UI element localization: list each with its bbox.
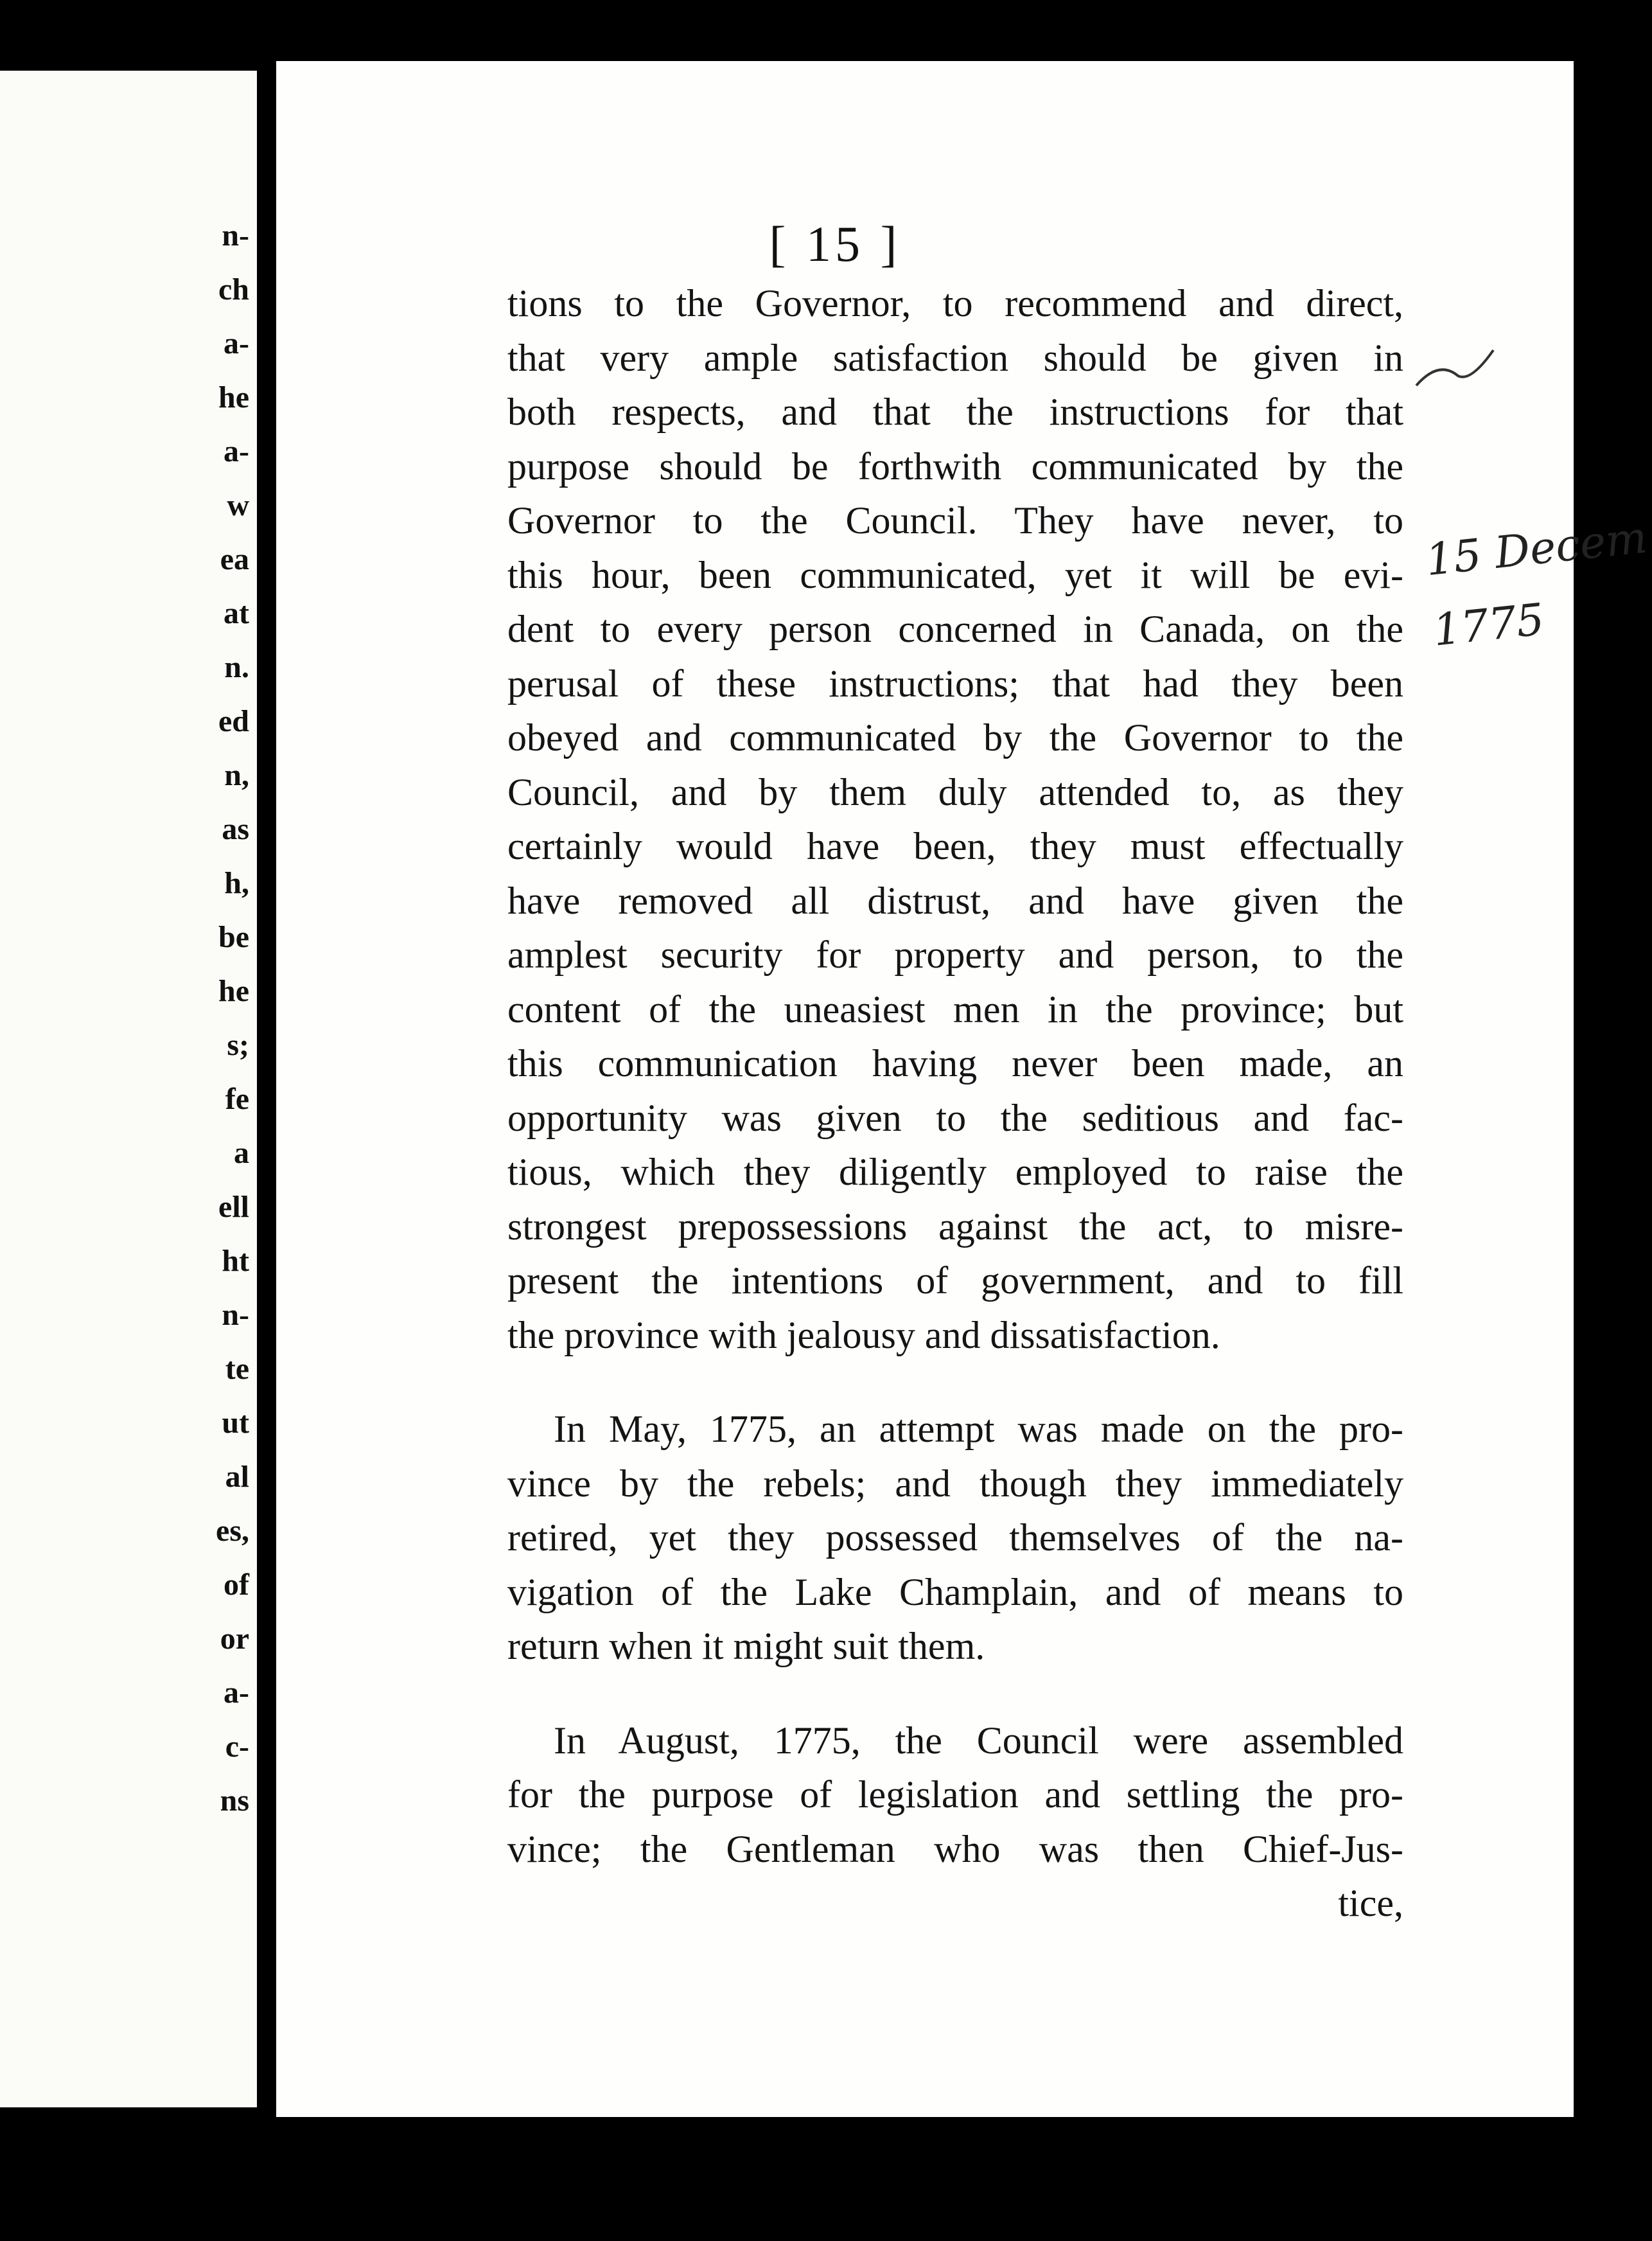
facing-page-fragment: a-	[224, 434, 249, 468]
facing-page-fragment: n,	[224, 758, 249, 792]
text-line: the province with jealousy and dissatisfaction.	[507, 1313, 1220, 1356]
text-line: In August, 1775, the Council were assembled	[554, 1719, 1403, 1762]
facing-page-fragment: ht	[222, 1244, 249, 1278]
text-line: vigation of the Lake Champlain, and of means to	[507, 1570, 1403, 1613]
marginal-note-line: 15 Decem	[1423, 512, 1650, 587]
facing-page-fragment: te	[225, 1352, 249, 1386]
text-line: tious, which they diligently employed to raise the	[507, 1151, 1403, 1193]
paragraph-3	[507, 1714, 1403, 1877]
facing-page-fragment: at	[224, 596, 249, 630]
text-line: this hour, been communicated, yet it will be evi-	[507, 553, 1403, 596]
facing-page-fragment: n-	[222, 1298, 249, 1332]
facing-page-fragment: of	[224, 1568, 249, 1602]
text-line: that very ample satisfaction should be given in	[507, 336, 1403, 379]
facing-page-fragment: be	[218, 920, 249, 954]
text-line: for the purpose of legislation and settling the pro-	[507, 1773, 1403, 1816]
text-line: In May, 1775, an attempt was made on the pro-	[554, 1408, 1403, 1450]
facing-page-fragment: as	[222, 812, 249, 846]
facing-page-fragment: c-	[225, 1730, 249, 1764]
facing-page-fragment: ed	[218, 704, 249, 738]
text-line: Governor to the Council. They have never, to	[507, 499, 1403, 542]
body-text	[507, 276, 1403, 1931]
marginal-note-line: 1775	[1430, 594, 1547, 657]
facing-page-fragment: es,	[216, 1514, 249, 1548]
facing-page-fragment: a-	[224, 326, 249, 360]
text-line: obeyed and communicated by the Governor to the	[507, 716, 1403, 759]
text-line: Council, and by them duly attended to, as they	[507, 770, 1403, 813]
text-line: this communication having never been made, an	[507, 1042, 1403, 1085]
text-line: dent to every person concerned in Canada, on the	[507, 608, 1403, 650]
facing-page-fragment: s;	[227, 1028, 249, 1062]
text-line: vince by the rebels; and though they immediately	[507, 1462, 1403, 1505]
facing-page-fragment: ea	[220, 542, 249, 576]
text-line: content of the uneasiest men in the province; but	[507, 988, 1403, 1031]
facing-page-fragment: he	[218, 380, 249, 414]
facing-page-fragment: h,	[224, 866, 249, 900]
facing-page-fragment: fe	[225, 1082, 249, 1116]
text-line: strongest prepossessions against the act, to misre-	[507, 1205, 1403, 1248]
text-line: opportunity was given to the seditious and fac-	[507, 1096, 1403, 1139]
text-line: present the intentions of government, and to fill	[507, 1259, 1403, 1302]
text-line: certainly would have been, they must effectually	[507, 825, 1403, 867]
facing-page-text	[216, 209, 249, 1828]
text-line: purpose should be forthwith communicated by the	[507, 445, 1403, 488]
facing-page-fragment: n.	[224, 650, 249, 684]
text-line: return when it might suit them.	[507, 1625, 985, 1667]
facing-page-fragment: ut	[222, 1406, 249, 1440]
handwritten-marginal-note	[1422, 503, 1652, 667]
paragraph-1	[507, 276, 1403, 1362]
facing-page-fragment: al	[225, 1460, 249, 1494]
facing-page-fragment: or	[220, 1622, 249, 1656]
text-line: have removed all distrust, and have given the	[507, 879, 1403, 922]
facing-page-fragment: ns	[220, 1784, 249, 1818]
book-gutter	[257, 71, 276, 2107]
text-line: tions to the Governor, to recommend and direct,	[507, 282, 1403, 324]
text-line: perusal of these instructions; that had they been	[507, 662, 1403, 705]
text-line: vince; the Gentleman who was then Chief-Jus-	[507, 1827, 1403, 1870]
facing-page-fragment: he	[218, 974, 249, 1008]
facing-page-fragment: a-	[224, 1676, 249, 1710]
handwritten-tick-mark	[1413, 347, 1497, 398]
page-number: [ 15 ]	[769, 216, 901, 272]
facing-page-fragment: w	[227, 488, 249, 522]
facing-page-fragment: ell	[218, 1190, 249, 1224]
text-line: both respects, and that the instructions for that	[507, 391, 1403, 433]
facing-page-fragment: n-	[222, 218, 249, 252]
catchword: tice,	[1338, 1882, 1403, 1924]
page-edge	[1574, 61, 1652, 2117]
text-line: amplest security for property and person, to the	[507, 934, 1403, 976]
text-line: retired, yet they possessed themselves of the na-	[507, 1516, 1403, 1559]
paragraph-2	[507, 1402, 1403, 1674]
facing-page-fragment: a	[234, 1136, 249, 1170]
facing-page	[0, 71, 257, 2107]
facing-page-fragment: ch	[218, 272, 249, 306]
